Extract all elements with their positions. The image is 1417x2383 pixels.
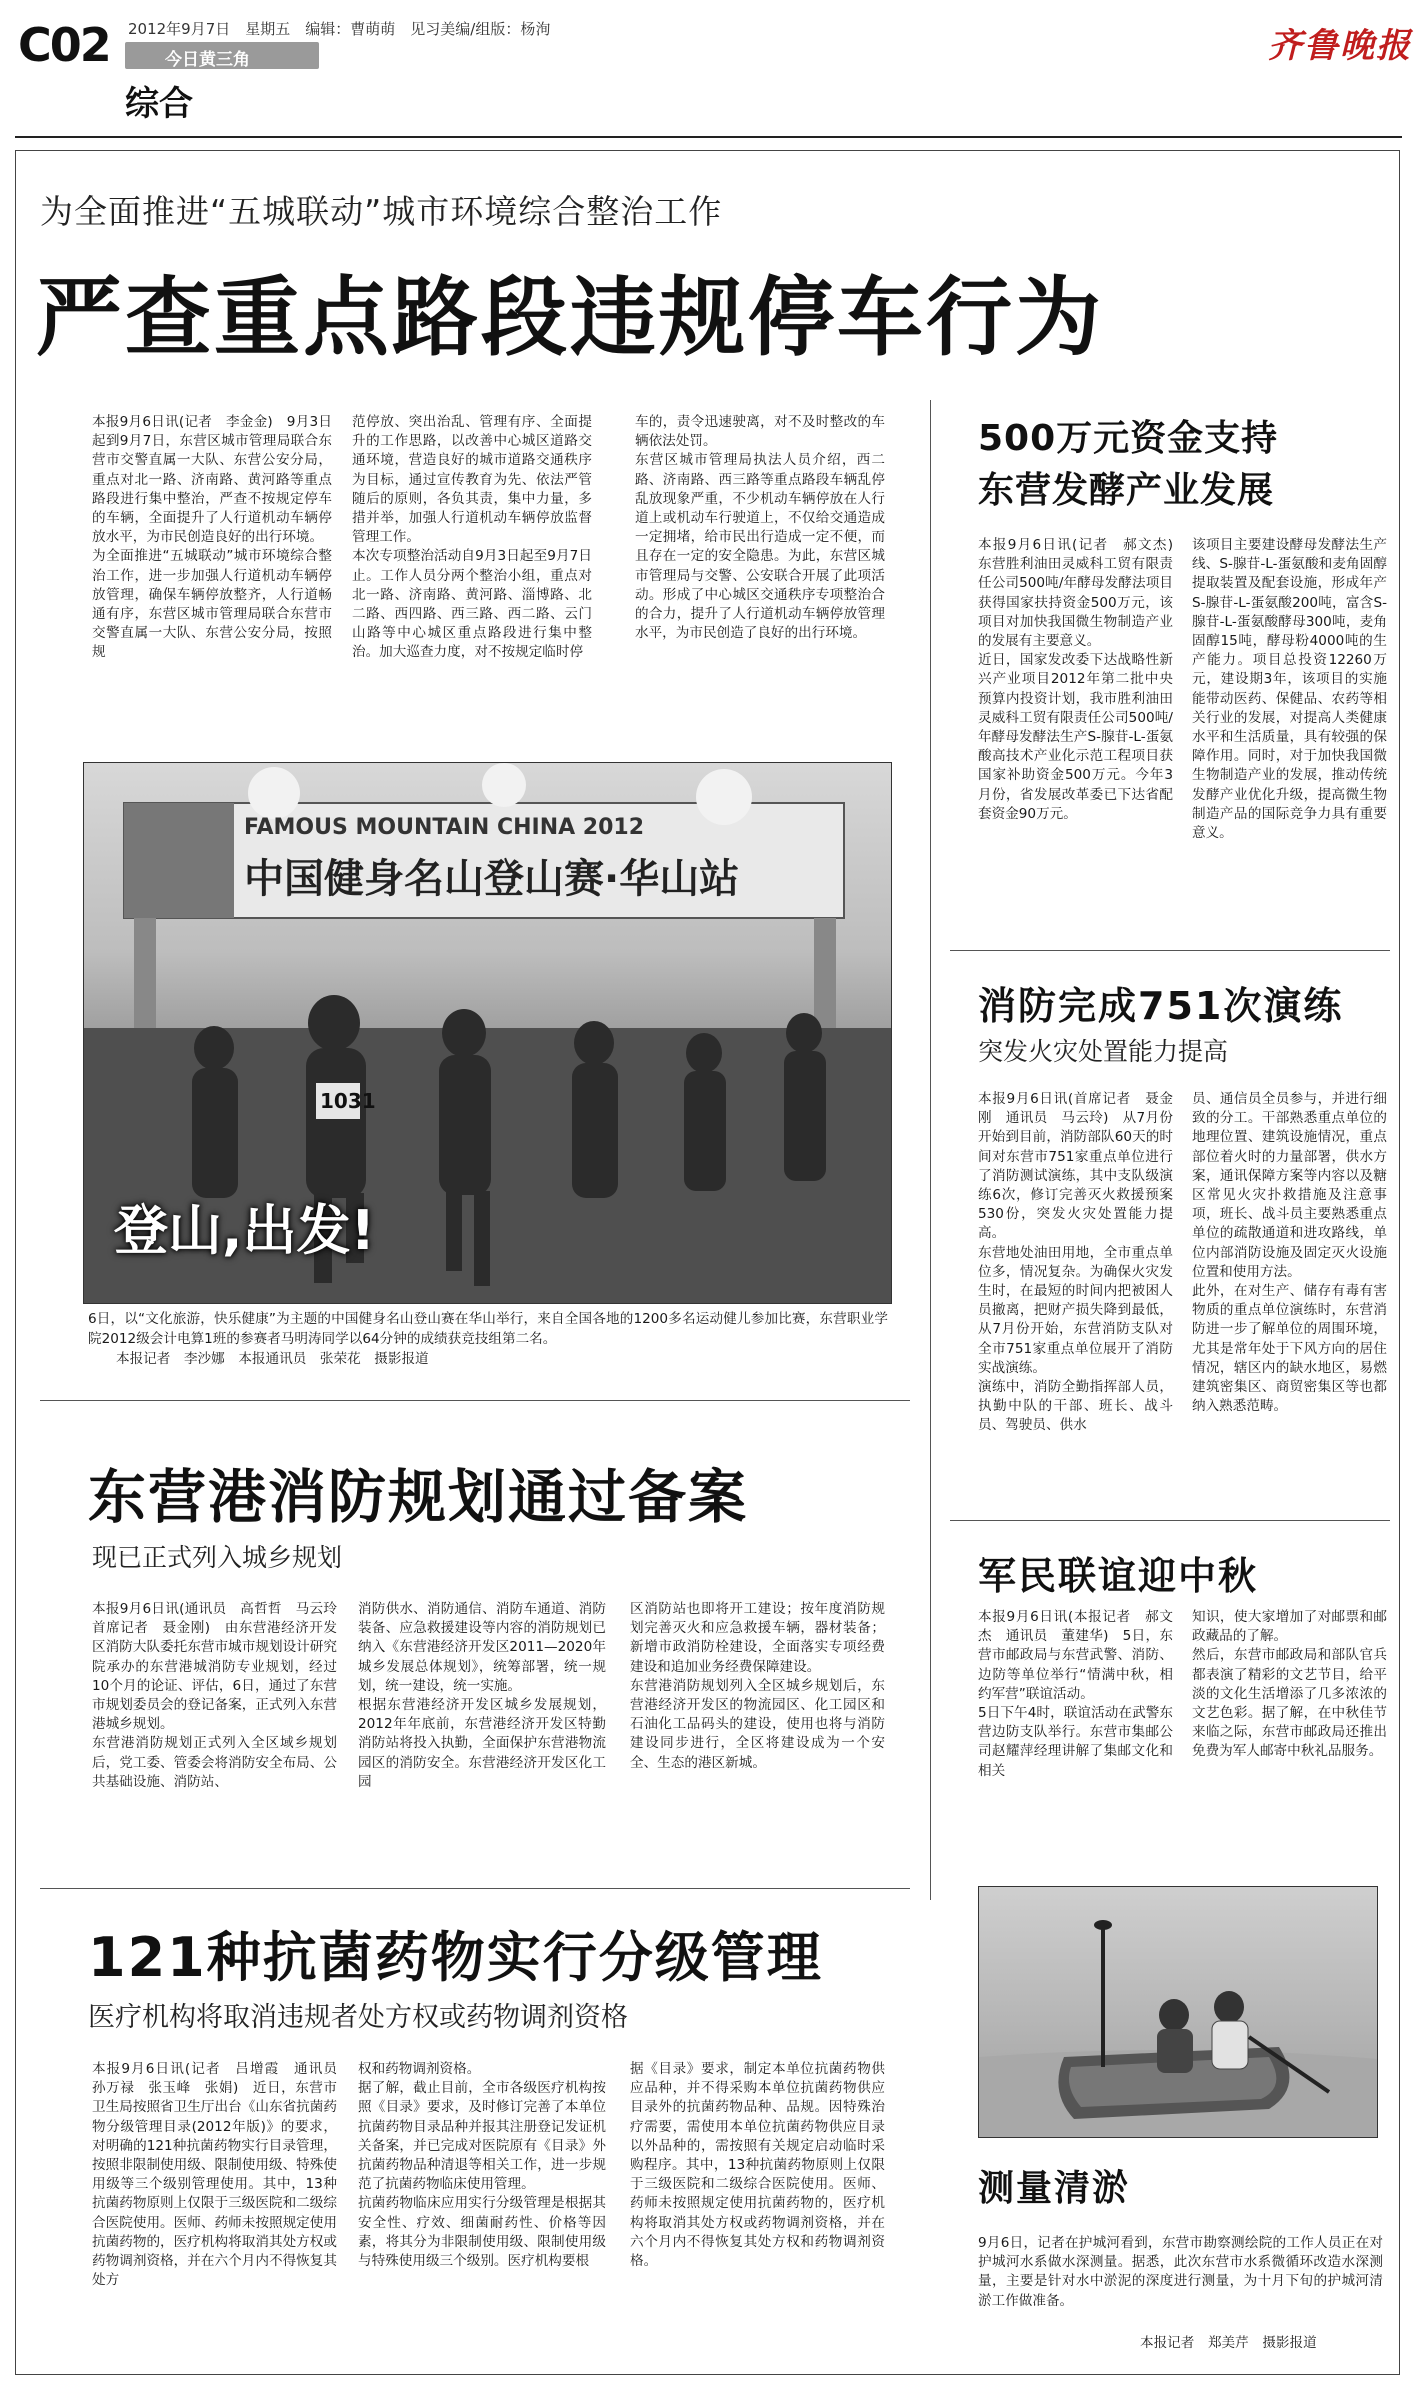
autumn-headline: 军民联谊迎中秋 xyxy=(978,1554,1259,1598)
lead-col-2: 范停放、突出治乱、管理有序、全面提升的工作思路，以改善中心城区道路交通环境，营造良好的城市道路交通秩序为目标，通过宣传教育为先、依法严管随后的原则，各负其责，集中力量，多措并举，加强人行道机动车辆停放监督管理工作。 本次专项整治活动自9月3日起至9月7日止。工作人员分两个整治小组，重点对北一路、济南路、黄河路、淄博路、北二路、西四路、西三路、西二路、云门山路等中心城区重点路段进行集中整治。加大巡查力度，对不按规定临时停 xyxy=(352,414,592,661)
fire-plan-headline: 东营港消防规划通过备案 xyxy=(88,1463,749,1531)
fund-col-2: 该项目主要建设酵母发酵法生产线、S-腺苷-L-蛋氨酸和麦角固醇提取装置及配套设施，形成年产S-腺苷-L-蛋氨酸200吨，富含S-腺苷-L-蛋氨酸酵母300吨，麦角固醇15吨，酵母粉4000吨的生产能力。项目总投资12260万元，建设期3年，该项目的实施能带动医药、保健品、农药等相关行业的发展，对提高人类健康水平和生活质量，具有较强的保障作用。同时，对于加快我国微生物制造产业的发展，推动传统发酵产业优化升级，提高微生物制造产品的国际竞争力具有重要意义。 xyxy=(1192,537,1387,842)
dredge-credit: 本报记者 郑美芹 摄影报道 xyxy=(1140,2335,1317,2351)
antibiotics-headline: 121种抗菌药物实行分级管理 xyxy=(88,1926,823,1989)
header-meta: 2012年9月7日 星期五 编辑：曹萌萌 见习美编/组版：杨洵 xyxy=(128,20,551,38)
column-divider xyxy=(930,400,931,1900)
fund-col-1: 本报9月6日讯(记者 郝文杰) 东营胜利油田灵威科工贸有限责任公司500吨/年酵母发酵法项目获得国家扶持资金500万元，该项目对加快我国微生物制造产业的发展有主要意义。 近日，国家发改委下达战略性新兴产业项目2012年第二批中央预算内投资计划，我市胜利油田灵威科工贸有限责任公司500吨/年酵母发酵法生产S-腺苷-L-蛋氨酸高技术产业化示范工程项目获国家补助资金500万元。今年3月份，省发展改革委已下达省配套资金90万元。 xyxy=(978,537,1173,822)
right-rule-1 xyxy=(950,950,1390,951)
fund-headline-line1: 500万元资金支持 xyxy=(978,418,1279,459)
autumn-col-2: 知识，使大家增加了对邮票和邮政藏品的了解。 然后，东营市邮政局和部队官兵都表演了精彩的文艺节目，给平淡的文化生活增添了几多浓浓的文艺色彩。据了解，在中秋佳节来临之际，东营市邮政局还推出免费为军人邮寄中秋礼品服务。 xyxy=(1192,1609,1387,1760)
drill-col-1: 本报9月6日讯(首席记者 聂金刚 通讯员 马云玲) 从7月份开始到目前，消防部队60天的时间对东营市751家重点单位进行了消防测试演练，其中支队级演练6次，修订完善灭火救援预案530份，突发火灾处置能力提高。 东营地处油田用地，全市重点单位多，情况复杂。为确保火灾发生时，在最短的时间内把被困人员撤离，把财产损失降到最低，从7月份开始，东营消防支队对全市751家重点单位展开了消防实战演练。 演练中，消防全勤指挥部人员，执勤中队的干部、班长、战斗员、驾驶员、供水 xyxy=(978,1091,1173,1434)
lead-headline: 严查重点路段违规停车行为 xyxy=(36,268,1104,368)
header-rule xyxy=(15,136,1402,138)
section-name: 综合 xyxy=(125,84,193,124)
right-rule-2 xyxy=(950,1520,1390,1521)
lead-col-3: 车的，责令迅速驶离，对不及时整改的车辆依法处罚。 东营区城市管理局执法人员介绍，西二路、济南路、西三路等重点路段车辆乱停乱放现象严重，不少机动车辆停放在人行道上或机动车行驶道上，不仅给交通造成一定拥堵，给市民出行造成一定不便，而且存在一定的安全隐患。为此，东营区城市管理局与交警、公安联合开展了此项活动。形成了中心城区交通秩序专项整治合的合力，提升了人行道机动车辆停放管理水平，为市民创造了良好的出行环境。 xyxy=(635,414,885,642)
dredge-caption: 9月6日，记者在护城河看到，东营市勘察测绘院的工作人员正在对护城河水系做水深测量。据悉，此次东营市水系微循环改造水深测量，主要是针对水中淤泥的深度进行测量，为十月下旬的护城河清淤工作做准备。 xyxy=(978,2235,1383,2309)
fire-plan-col-2: 消防供水、消防通信、消防车通道、消防装备、应急救援建设等内容的消防规划已纳入《东营港经济开发区2011—2020年城乡发展总体规划》，统筹部署，统一规划，统一建设，统一实施。 根据东营港经济开发区城乡发展规划，2012年年底前，东营港经济开发区特勤消防站将投入执勤，全面保护东营港物流园区的消防安全。东营港经济开发区化工园 xyxy=(358,1601,606,1790)
section-tag xyxy=(125,42,319,69)
main-photo-caption: 6日，以“文化旅游，快乐健康”为主题的中国健身名山登山赛在华山举行，来自全国各地的1200多名运动健儿参加比赛，东营职业学院2012级会计电算1班的参赛者马明涛同学以64分钟的成绩获竞技组第二名。 xyxy=(88,1311,888,1347)
fund-headline-line2: 东营发酵产业发展 xyxy=(978,470,1275,511)
dredging-photo xyxy=(978,1886,1378,2138)
drill-subhead: 突发火灾处置能力提高 xyxy=(978,1037,1229,1066)
antibiotics-col-2: 权和药物调剂资格。 据了解，截止目前，全市各级医疗机构按照《目录》要求，及时修订完善了本单位抗菌药物目录品种并报其注册登记发证机关备案，并已完成对医院原有《目录》外抗菌药物品种清退等相关工作，进一步规范了抗菌药物临床使用管理。 抗菌药物临床应用实行分级管理是根据其安全性、疗效、细菌耐药性、价格等因素，将其分为非限制使用级、限制使用级与特殊使用级三个级别。医疗机构要根 xyxy=(358,2061,606,2270)
autumn-col-1: 本报9月6日讯(本报记者 郝文杰 通讯员 董建华) 5日，东营市邮政局与东营武警、消防、边防等单位举行“情满中秋，相约军营”联谊活动。 5日下午4时，联谊活动在武警东营边防支队举行。东营市集邮公司赵耀萍经理讲解了集邮文化和相关 xyxy=(978,1609,1173,1779)
fire-plan-col-3: 区消防站也即将开工建设；按年度消防规划完善灭火和应急救援车辆，器材装备；新增市政消防栓建设，全面落实专项经费建设和追加业务经费保障建设。 东营港消防规划列入全区城乡规划后，东营港经济开发区的物流园区、化工园区和石油化工品码头的建设，使用也将与消防建设同步进行，全区将建设成为一个安全、生态的港区新城。 xyxy=(630,1601,885,1771)
drill-col-2: 员、通信员全员参与，并进行细致的分工。干部熟悉重点单位的地理位置、建筑设施情况，重点部位着火时的力量部署，供水方案，通讯保障方案等内容以及糖区常见火灾扑救措施及注意事项，班长、战斗员主要熟悉重点单位的疏散通道和进攻路线，单位内部消防设施及固定灭火设施位置和使用方法。 此外，在对生产、储存有毒有害物质的重点单位演练时，东营消防进一步了解单位的周围环境，尤其是常年处于下风方向的居住情况，辖区内的缺水地区，易燃建筑密集区、商贸密集区等也都纳入熟悉范畴。 xyxy=(1192,1091,1387,1415)
photo-overlay-title: 登山,出发! xyxy=(114,1199,376,1262)
page-header xyxy=(0,0,1417,140)
left-rule-1 xyxy=(40,1400,910,1401)
mountain-race-photo xyxy=(83,762,892,1304)
dredge-headline: 测量清淤 xyxy=(978,2168,1131,2209)
main-photo-credit: 本报记者 李沙娜 本报通讯员 张荣花 摄影报道 xyxy=(116,1351,429,1367)
left-rule-2 xyxy=(40,1888,910,1889)
lead-kicker: 为全面推进“五城联动”城市环境综合整治工作 xyxy=(40,192,723,231)
antibiotics-col-1: 本报9月6日讯(记者 吕增霞 通讯员 孙万禄 张玉峰 张娟) 近日，东营市卫生局按照省卫生厅出台《山东省抗菌药物分级管理目录(2012年版)》的要求，对明确的121种抗菌药物实行目录管理，按照非限制使用级、限制使用级、特殊使用级等三个级别管理使用。其中，13种抗菌药物原则上仅限于三级医院和二级综合医院使用。医师、药师未按照规定使用抗菌药物的，医疗机构将取消其处方权或药物调剂资格，并在六个月内不得恢复其处方 xyxy=(92,2061,351,2289)
antibiotics-subhead: 医疗机构将取消违规者处方权或药物调剂资格 xyxy=(88,2002,628,2033)
lead-col-1: 本报9月6日讯(记者 李金金) 9月3日起到9月7日，东营区城市管理局联合东营市交警直属一大队、东营公安分局，重点对北一路、济南路、黄河路等重点路段进行集中整治，严查不按规定停车的车辆，全面提升了人行道机动车辆停放水平，为市民创造良好的出行环境。 为全面推进“五城联动”城市环境综合整治工作，进一步加强人行道机动车辆停放管理，确保车辆停放整齐，人行道畅通有序，东营区城市管理局联合东营市交警直属一大队、东营公安分局，按照规 xyxy=(92,414,332,661)
banner-english: FAMOUS MOUNTAIN CHINA 2012 xyxy=(244,815,645,840)
fire-plan-col-1: 本报9月6日讯(通讯员 高哲哲 马云玲 首席记者 聂金刚) 由东营港经济开发区消防大队委托东营市城市规划设计研究院承办的东营港城消防专业规划，经过10个月的论证、评估，6日，通过了东营市规划委员会的登记备案，正式列入东营港城乡规划。 东营港消防规划正式列入全区域乡规划后，党工委、管委会将消防安全布局、公共基础设施、消防站、 xyxy=(92,1601,337,1790)
runner-bib: 1031 xyxy=(320,1089,376,1113)
fire-plan-subhead: 现已正式列入城乡规划 xyxy=(92,1543,343,1572)
page-code: C02 xyxy=(18,18,110,72)
banner-chinese: 中国健身名山登山赛·华山站 xyxy=(244,856,740,902)
drill-headline: 消防完成751次演练 xyxy=(978,984,1344,1028)
antibiotics-col-3: 据《目录》要求，制定本单位抗菌药物供应品种，并不得采购本单位抗菌药物供应目录外的抗菌药物品种、品规。因特殊治疗需要，需使用本单位抗菌药物供应目录以外品种的，需按照有关规定启动临时采购程序。其中，13种抗菌药物原则上仅限于三级医院和二级综合医院使用。医师、药师未按照规定使用抗菌药物的，医疗机构将取消其处方权或药物调剂资格，并在六个月内不得恢复其处方权和药物调剂资格。 xyxy=(630,2061,885,2270)
paper-logo: 齐鲁晚报 xyxy=(1268,26,1412,66)
section-tag-label: 今日黄三角 xyxy=(165,50,250,70)
